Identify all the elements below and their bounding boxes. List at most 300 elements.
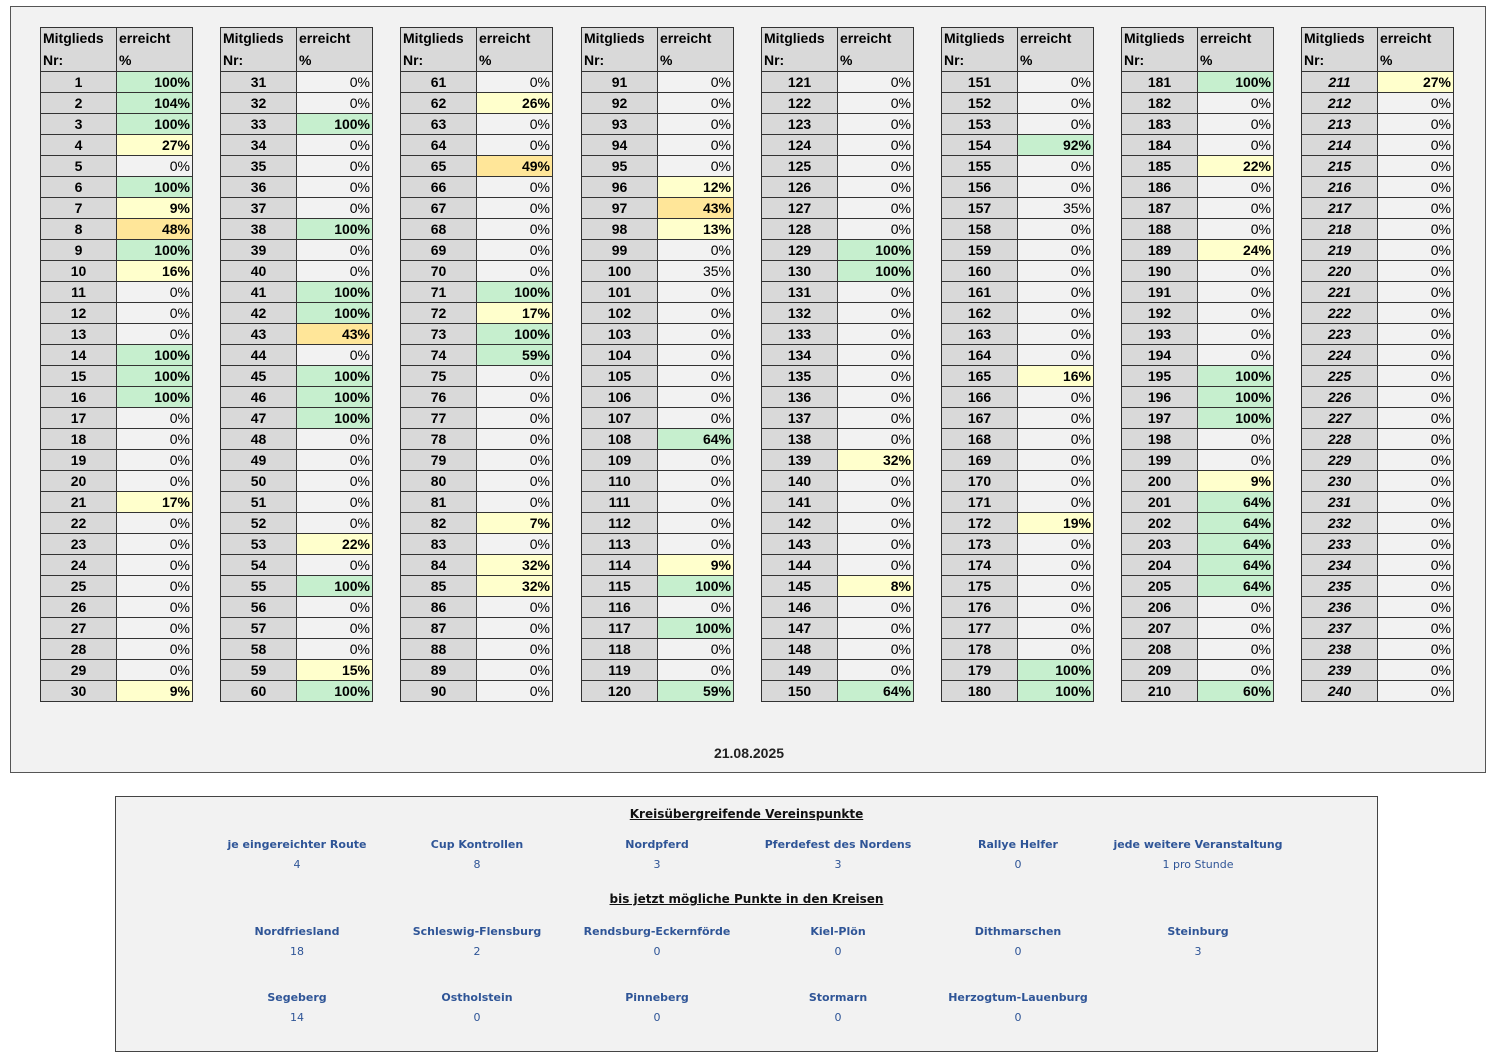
table-row [942, 156, 1094, 177]
table-row [401, 345, 553, 366]
table-row [221, 450, 373, 471]
member-number: 235 [1302, 576, 1378, 597]
table-row [401, 114, 553, 135]
member-number: 218 [1302, 219, 1378, 240]
achieved-percent: 0% [1378, 513, 1454, 534]
table-row [762, 261, 914, 282]
points-item-label: jede weitere Veranstaltung [1113, 838, 1283, 851]
achieved-percent: 0% [838, 156, 914, 177]
table-row [41, 471, 193, 492]
member-number: 107 [582, 408, 658, 429]
table-row [762, 387, 914, 408]
table-row [41, 72, 193, 93]
table-row [221, 366, 373, 387]
table-row [1302, 324, 1454, 345]
table-row [762, 492, 914, 513]
achieved-percent: 0% [1018, 324, 1094, 345]
members-progress-panel [10, 6, 1486, 773]
column-header: Nr: [942, 50, 1018, 72]
member-number: 171 [942, 492, 1018, 513]
achieved-percent: 64% [658, 429, 734, 450]
member-number: 122 [762, 93, 838, 114]
table-row [582, 177, 734, 198]
achieved-percent: 0% [297, 639, 373, 660]
points-item-label: Nordpferd [625, 838, 689, 851]
points-item [1098, 838, 1298, 871]
achieved-percent: 9% [1198, 471, 1274, 492]
table-row [1302, 282, 1454, 303]
member-number: 62 [401, 93, 477, 114]
table-row [582, 93, 734, 114]
member-number: 232 [1302, 513, 1378, 534]
table-row [942, 450, 1094, 471]
member-number: 207 [1122, 618, 1198, 639]
member-number: 80 [401, 471, 477, 492]
table-row [582, 660, 734, 681]
table-row [401, 471, 553, 492]
achieved-percent: 0% [297, 240, 373, 261]
achieved-percent: 0% [1018, 282, 1094, 303]
table-row [1302, 618, 1454, 639]
table-row [582, 387, 734, 408]
achieved-percent: 0% [117, 324, 193, 345]
achieved-percent: 0% [1018, 156, 1094, 177]
member-number: 150 [762, 681, 838, 702]
column-header: erreicht [477, 28, 553, 50]
table-row [401, 93, 553, 114]
achieved-percent: 100% [838, 240, 914, 261]
table-row [221, 429, 373, 450]
table-row [1302, 681, 1454, 702]
achieved-percent: 100% [1198, 72, 1274, 93]
achieved-percent: 0% [1378, 219, 1454, 240]
achieved-percent: 0% [297, 618, 373, 639]
achieved-percent: 0% [1378, 555, 1454, 576]
member-number: 195 [1122, 366, 1198, 387]
column-header: Mitglieds [762, 28, 838, 50]
member-table [40, 27, 193, 702]
table-row [1302, 408, 1454, 429]
member-number: 54 [221, 555, 297, 576]
achieved-percent: 0% [838, 639, 914, 660]
achieved-percent: 0% [838, 513, 914, 534]
achieved-percent: 9% [658, 555, 734, 576]
achieved-percent: 27% [1378, 72, 1454, 93]
achieved-percent: 0% [297, 513, 373, 534]
achieved-percent: 0% [1378, 660, 1454, 681]
column-header: Mitglieds [582, 28, 658, 50]
achieved-percent: 0% [477, 219, 553, 240]
table-row [401, 219, 553, 240]
member-number: 3 [41, 114, 117, 135]
member-number: 133 [762, 324, 838, 345]
member-number: 148 [762, 639, 838, 660]
table-row [1302, 660, 1454, 681]
member-number: 10 [41, 261, 117, 282]
table-row [762, 198, 914, 219]
achieved-percent: 0% [477, 429, 553, 450]
table-row [221, 93, 373, 114]
table-row [582, 282, 734, 303]
table-row [1122, 408, 1274, 429]
member-number: 179 [942, 660, 1018, 681]
points-item-value: 0 [653, 945, 661, 958]
achieved-percent: 0% [838, 345, 914, 366]
table-row [221, 198, 373, 219]
table-row [221, 114, 373, 135]
member-number: 45 [221, 366, 297, 387]
column-header: % [1378, 50, 1454, 72]
achieved-percent: 0% [838, 408, 914, 429]
member-number: 43 [221, 324, 297, 345]
achieved-percent: 0% [297, 93, 373, 114]
points-item [918, 991, 1118, 1024]
points-item-value: 0 [653, 1011, 661, 1024]
member-number: 52 [221, 513, 297, 534]
table-row [942, 513, 1094, 534]
achieved-percent: 0% [1198, 618, 1274, 639]
member-number: 163 [942, 324, 1018, 345]
achieved-percent: 0% [477, 450, 553, 471]
achieved-percent: 8% [838, 576, 914, 597]
achieved-percent: 0% [1378, 303, 1454, 324]
member-number: 108 [582, 429, 658, 450]
table-row [41, 639, 193, 660]
achieved-percent: 35% [1018, 198, 1094, 219]
table-row [41, 282, 193, 303]
table-row [582, 156, 734, 177]
achieved-percent: 24% [1198, 240, 1274, 261]
member-number: 66 [401, 177, 477, 198]
achieved-percent: 0% [1378, 240, 1454, 261]
member-number: 227 [1302, 408, 1378, 429]
member-number: 46 [221, 387, 297, 408]
column-header: erreicht [1378, 28, 1454, 50]
table-row [1122, 93, 1274, 114]
table-row [1302, 492, 1454, 513]
member-number: 168 [942, 429, 1018, 450]
table-row [942, 408, 1094, 429]
table-row [762, 219, 914, 240]
achieved-percent: 7% [477, 513, 553, 534]
column-header: % [1198, 50, 1274, 72]
table-row [942, 282, 1094, 303]
achieved-percent: 0% [1378, 597, 1454, 618]
member-number: 124 [762, 135, 838, 156]
achieved-percent: 0% [117, 660, 193, 681]
achieved-percent: 0% [658, 450, 734, 471]
table-row [762, 408, 914, 429]
achieved-percent: 0% [1018, 72, 1094, 93]
table-row [1122, 555, 1274, 576]
achieved-percent: 0% [1018, 639, 1094, 660]
achieved-percent: 0% [1378, 345, 1454, 366]
member-number: 175 [942, 576, 1018, 597]
member-number: 219 [1302, 240, 1378, 261]
achieved-percent: 100% [297, 681, 373, 702]
member-number: 170 [942, 471, 1018, 492]
column-header: % [297, 50, 373, 72]
member-number: 50 [221, 471, 297, 492]
member-number: 229 [1302, 450, 1378, 471]
member-number: 15 [41, 366, 117, 387]
member-number: 192 [1122, 303, 1198, 324]
table-row [1122, 429, 1274, 450]
achieved-percent: 0% [477, 261, 553, 282]
achieved-percent: 100% [117, 366, 193, 387]
achieved-percent: 0% [838, 471, 914, 492]
member-number: 78 [401, 429, 477, 450]
achieved-percent: 0% [297, 429, 373, 450]
points-item-value: 0 [1014, 1011, 1022, 1024]
table-row [1302, 576, 1454, 597]
table-row [1302, 345, 1454, 366]
achieved-percent: 0% [1198, 429, 1274, 450]
member-number: 149 [762, 660, 838, 681]
points-item-label: Dithmarschen [974, 925, 1062, 938]
achieved-percent: 17% [477, 303, 553, 324]
member-number: 38 [221, 219, 297, 240]
member-number: 23 [41, 534, 117, 555]
member-number: 35 [221, 156, 297, 177]
achieved-percent: 0% [838, 366, 914, 387]
achieved-percent: 0% [838, 114, 914, 135]
achieved-percent: 0% [1018, 555, 1094, 576]
table-row [762, 534, 914, 555]
member-number: 142 [762, 513, 838, 534]
achieved-percent: 0% [1198, 450, 1274, 471]
member-number: 126 [762, 177, 838, 198]
achieved-percent: 0% [1378, 492, 1454, 513]
points-item [197, 838, 397, 871]
member-number: 86 [401, 597, 477, 618]
achieved-percent: 100% [297, 282, 373, 303]
achieved-percent: 64% [1198, 492, 1274, 513]
table-row [221, 282, 373, 303]
table-row [582, 240, 734, 261]
table-row [401, 387, 553, 408]
member-number: 198 [1122, 429, 1198, 450]
achieved-percent: 0% [1018, 261, 1094, 282]
table-row [942, 345, 1094, 366]
achieved-percent: 0% [117, 639, 193, 660]
achieved-percent: 100% [1198, 387, 1274, 408]
achieved-percent: 0% [838, 618, 914, 639]
member-number: 121 [762, 72, 838, 93]
achieved-percent: 0% [1018, 492, 1094, 513]
achieved-percent: 0% [477, 492, 553, 513]
member-number: 183 [1122, 114, 1198, 135]
achieved-percent: 0% [117, 555, 193, 576]
points-item-value: 14 [290, 1011, 304, 1024]
column-header: Mitglieds [1122, 28, 1198, 50]
achieved-percent: 0% [477, 198, 553, 219]
member-number: 234 [1302, 555, 1378, 576]
table-row [221, 135, 373, 156]
member-number: 87 [401, 618, 477, 639]
member-number: 136 [762, 387, 838, 408]
achieved-percent: 0% [297, 135, 373, 156]
table-row [1122, 471, 1274, 492]
member-number: 9 [41, 240, 117, 261]
member-number: 138 [762, 429, 838, 450]
member-number: 226 [1302, 387, 1378, 408]
table-row [221, 72, 373, 93]
member-number: 116 [582, 597, 658, 618]
achieved-percent: 0% [117, 303, 193, 324]
points-item-value: 1 pro Stunde [1162, 858, 1234, 871]
points-item [377, 838, 577, 871]
member-number: 90 [401, 681, 477, 702]
achieved-percent: 0% [1378, 93, 1454, 114]
achieved-percent: 104% [117, 93, 193, 114]
table-row [762, 156, 914, 177]
member-number: 157 [942, 198, 1018, 219]
points-item [197, 925, 397, 958]
member-number: 119 [582, 660, 658, 681]
achieved-percent: 0% [297, 555, 373, 576]
member-number: 146 [762, 597, 838, 618]
table-row [401, 681, 553, 702]
achieved-percent: 100% [1198, 366, 1274, 387]
achieved-percent: 0% [1378, 282, 1454, 303]
table-row [1302, 387, 1454, 408]
member-number: 173 [942, 534, 1018, 555]
achieved-percent: 0% [477, 366, 553, 387]
achieved-percent: 0% [1018, 576, 1094, 597]
achieved-percent: 0% [1378, 450, 1454, 471]
achieved-percent: 0% [658, 72, 734, 93]
section-title-club-points: Kreisübergreifende Vereinspunkte [629, 807, 864, 821]
table-row [401, 618, 553, 639]
achieved-percent: 0% [838, 660, 914, 681]
achieved-percent: 0% [297, 492, 373, 513]
member-number: 160 [942, 261, 1018, 282]
table-row [762, 660, 914, 681]
achieved-percent: 0% [117, 597, 193, 618]
achieved-percent: 100% [117, 240, 193, 261]
table-row [582, 471, 734, 492]
achieved-percent: 0% [838, 282, 914, 303]
member-number: 141 [762, 492, 838, 513]
table-row [1122, 345, 1274, 366]
table-row [221, 387, 373, 408]
achieved-percent: 64% [1198, 576, 1274, 597]
achieved-percent: 0% [1378, 639, 1454, 660]
member-number: 152 [942, 93, 1018, 114]
table-row [1302, 240, 1454, 261]
table-row [1302, 534, 1454, 555]
table-row [1122, 282, 1274, 303]
table-row [942, 492, 1094, 513]
column-header: Nr: [41, 50, 117, 72]
member-number: 85 [401, 576, 477, 597]
achieved-percent: 0% [1198, 303, 1274, 324]
achieved-percent: 100% [297, 114, 373, 135]
member-number: 74 [401, 345, 477, 366]
points-item-value: 0 [834, 945, 842, 958]
column-header: Mitglieds [1302, 28, 1378, 50]
member-number: 60 [221, 681, 297, 702]
table-row [1302, 639, 1454, 660]
table-row [942, 261, 1094, 282]
member-number: 47 [221, 408, 297, 429]
member-number: 209 [1122, 660, 1198, 681]
member-table [220, 27, 373, 702]
table-row [582, 366, 734, 387]
member-number: 193 [1122, 324, 1198, 345]
member-number: 81 [401, 492, 477, 513]
achieved-percent: 43% [658, 198, 734, 219]
table-row [41, 135, 193, 156]
table-row [942, 135, 1094, 156]
member-number: 100 [582, 261, 658, 282]
achieved-percent: 0% [1378, 408, 1454, 429]
achieved-percent: 0% [1198, 198, 1274, 219]
table-row [942, 114, 1094, 135]
achieved-percent: 9% [117, 198, 193, 219]
achieved-percent: 0% [117, 156, 193, 177]
table-row [762, 576, 914, 597]
table-row [582, 72, 734, 93]
member-number: 2 [41, 93, 117, 114]
table-row [942, 534, 1094, 555]
column-header: Nr: [762, 50, 838, 72]
table-row [582, 345, 734, 366]
table-row [221, 492, 373, 513]
achieved-percent: 60% [1198, 681, 1274, 702]
member-number: 153 [942, 114, 1018, 135]
member-number: 102 [582, 303, 658, 324]
achieved-percent: 0% [1378, 534, 1454, 555]
table-row [582, 618, 734, 639]
table-row [942, 240, 1094, 261]
member-number: 129 [762, 240, 838, 261]
table-row [1302, 597, 1454, 618]
achieved-percent: 100% [117, 177, 193, 198]
achieved-percent: 0% [658, 135, 734, 156]
points-item [918, 925, 1118, 958]
achieved-percent: 0% [477, 618, 553, 639]
member-number: 14 [41, 345, 117, 366]
achieved-percent: 13% [658, 219, 734, 240]
achieved-percent: 100% [117, 387, 193, 408]
achieved-percent: 0% [297, 450, 373, 471]
member-number: 16 [41, 387, 117, 408]
member-number: 109 [582, 450, 658, 471]
table-row [1302, 450, 1454, 471]
achieved-percent: 100% [1018, 660, 1094, 681]
achieved-percent: 0% [1378, 471, 1454, 492]
member-number: 139 [762, 450, 838, 471]
member-number: 33 [221, 114, 297, 135]
member-table [761, 27, 914, 702]
achieved-percent: 0% [117, 471, 193, 492]
table-row [41, 576, 193, 597]
points-summary-panel [115, 796, 1378, 1052]
table-row [401, 597, 553, 618]
achieved-percent: 0% [117, 408, 193, 429]
points-item-label: Nordfriesland [254, 925, 340, 938]
table-row [762, 618, 914, 639]
points-item-label: Stormarn [808, 991, 868, 1004]
achieved-percent: 0% [117, 618, 193, 639]
table-row [942, 177, 1094, 198]
achieved-percent: 27% [117, 135, 193, 156]
member-number: 114 [582, 555, 658, 576]
table-row [942, 219, 1094, 240]
table-row [221, 324, 373, 345]
